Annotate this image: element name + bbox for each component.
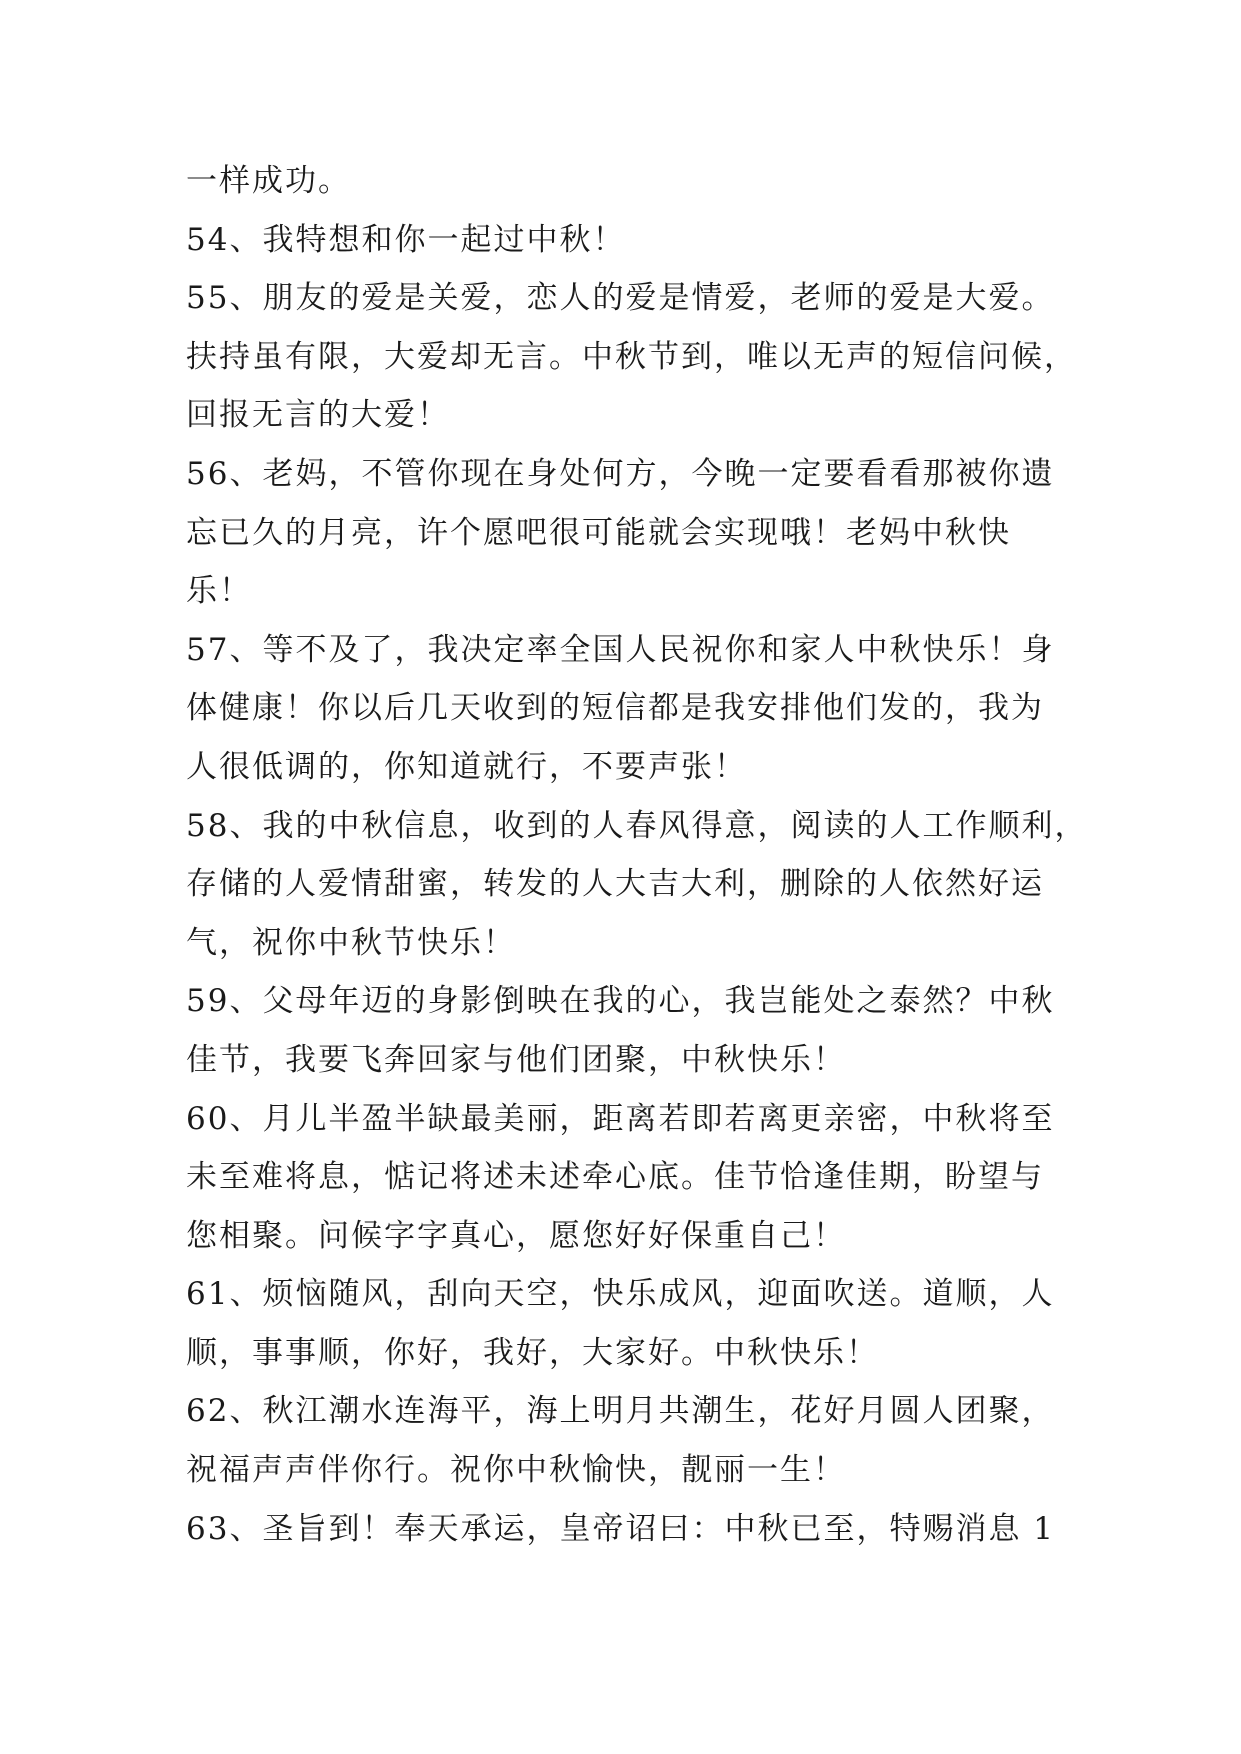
text-line: 气，祝你中秋节快乐！ bbox=[186, 924, 516, 961]
text-line: 61、烦恼随风，刮向天空，快乐成风，迎面吹送。道顺，人 bbox=[186, 1276, 1055, 1313]
text-line: 体健康！你以后几天收到的短信都是我安排他们发的，我为 bbox=[186, 690, 1044, 727]
text-line: 56、老妈，不管你现在身处何方，今晚一定要看看那被你遗 bbox=[186, 455, 1055, 492]
text-line: 扶持虽有限，大爱却无言。中秋节到，唯以无声的短信问候， bbox=[186, 338, 1077, 375]
text-line: 54、我特想和你一起过中秋！ bbox=[186, 221, 626, 258]
text-line: 回报无言的大爱！ bbox=[186, 397, 450, 434]
text-line: 存储的人爱情甜蜜，转发的人大吉大利，删除的人依然好运 bbox=[186, 866, 1044, 903]
text-line: 63、圣旨到！奉天承运，皇帝诏曰：中秋已至，特赐消息 1 bbox=[186, 1510, 1056, 1547]
text-line: 忘已久的月亮，许个愿吧很可能就会实现哦！老妈中秋快 bbox=[186, 514, 1011, 551]
text-line: 57、等不及了，我决定率全国人民祝你和家人中秋快乐！身 bbox=[186, 631, 1055, 668]
text-line: 乐！ bbox=[186, 573, 252, 610]
document-body bbox=[186, 152, 1086, 1558]
text-line: 58、我的中秋信息，收到的人春风得意，阅读的人工作顺利， bbox=[186, 807, 1088, 844]
text-line: 55、朋友的爱是关爱，恋人的爱是情爱，老师的爱是大爱。 bbox=[186, 280, 1055, 317]
text-line: 佳节，我要飞奔回家与他们团聚，中秋快乐！ bbox=[186, 1041, 846, 1078]
text-line: 您相聚。问候字字真心，愿您好好保重自己！ bbox=[186, 1217, 846, 1254]
text-line: 60、月儿半盈半缺最美丽，距离若即若离更亲密，中秋将至 bbox=[186, 1100, 1055, 1137]
text-line: 祝福声声伴你行。祝你中秋愉快，靓丽一生！ bbox=[186, 1452, 846, 1489]
text-line: 59、父母年迈的身影倒映在我的心，我岂能处之泰然？中秋 bbox=[186, 983, 1055, 1020]
text-line: 一样成功。 bbox=[186, 163, 351, 199]
text-line: 62、秋江潮水连海平，海上明月共潮生，花好月圆人团聚， bbox=[186, 1393, 1055, 1430]
text-line: 未至难将息，惦记将述未述牵心底。佳节恰逢佳期，盼望与 bbox=[186, 1159, 1044, 1196]
text-line: 顺，事事顺，你好，我好，大家好。中秋快乐！ bbox=[186, 1334, 879, 1371]
text-line: 人很低调的，你知道就行，不要声张！ bbox=[186, 748, 747, 785]
